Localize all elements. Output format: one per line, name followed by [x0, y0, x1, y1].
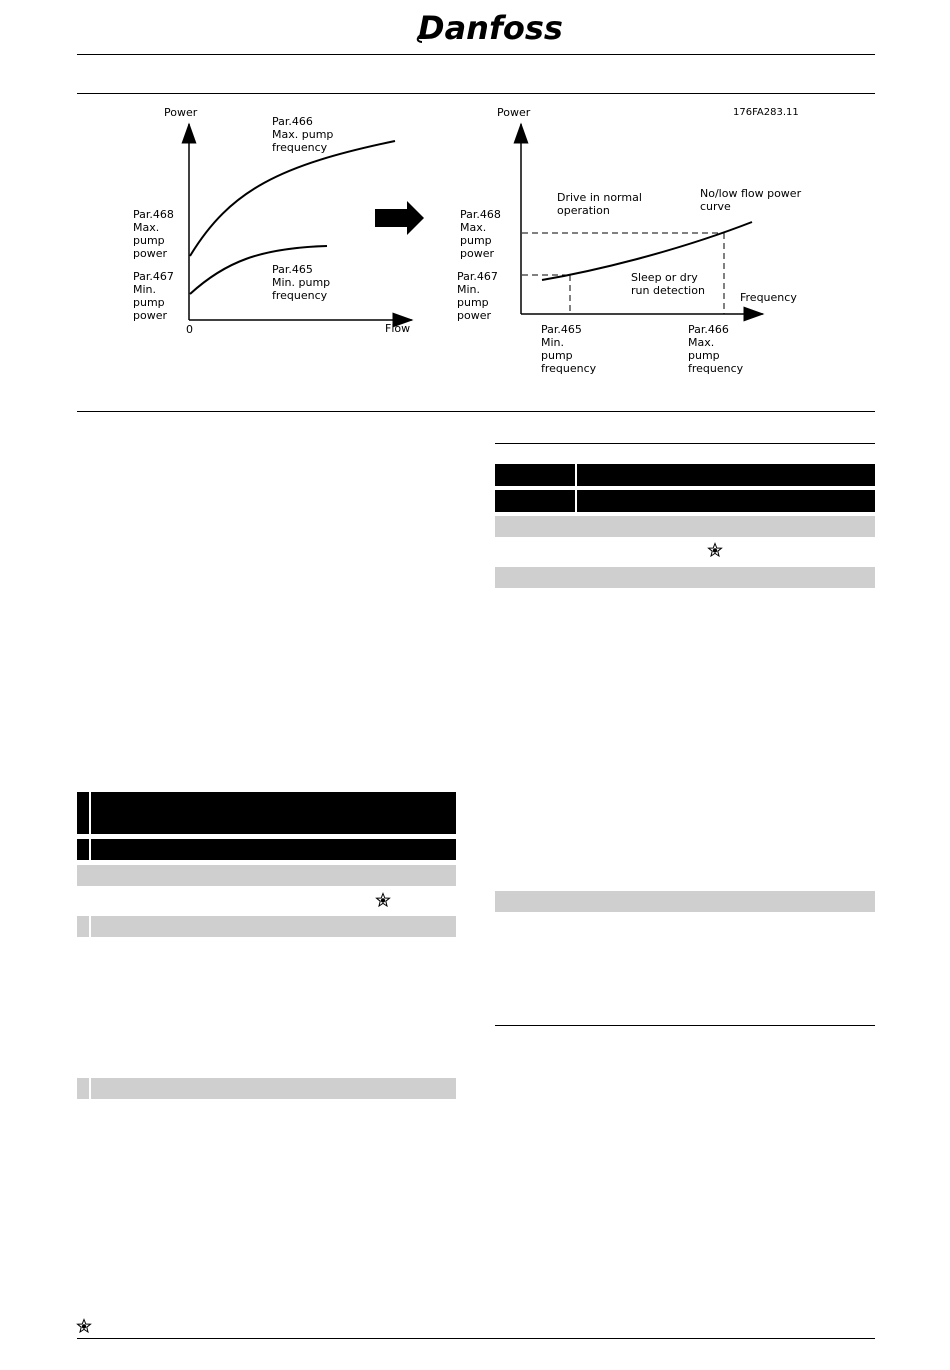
left-param-subheader-divider [89, 839, 91, 860]
footer-rule [77, 1338, 875, 1339]
transition-arrow [375, 201, 424, 235]
left-param-header-divider [89, 792, 91, 834]
right-label-normal: Drive in normal operation [557, 191, 642, 217]
left-origin-label: 0 [186, 323, 193, 336]
left-label-min-power: Par.467 Min. pump power [133, 270, 174, 322]
left-param-header-bar [77, 792, 456, 834]
header-rule [77, 54, 875, 55]
footer-star-icon [77, 1319, 91, 1333]
left-description-row [77, 1078, 456, 1099]
right-param-subheader-divider [575, 490, 577, 512]
left-y-axis-label: Power [164, 106, 198, 119]
right-param-header-bar [495, 464, 875, 486]
left-x-axis-label: Flow [385, 322, 411, 335]
left-label-max-freq: Par.466 Max. pump frequency [272, 115, 334, 154]
default-setting-star-icon [376, 893, 390, 907]
right-chart [457, 106, 805, 375]
right-param-subheader-bar [495, 490, 875, 512]
pump-power-figure [0, 94, 950, 412]
right-y-axis-label: Power [497, 106, 531, 119]
left-chart [133, 106, 412, 336]
logo-text: Danfoss [418, 9, 563, 47]
right-label-nolow: No/low flow power curve [700, 187, 802, 213]
right-label-max-power: Par.468 Max. pump power [460, 208, 501, 260]
figure-ref-code: 176FA283.11 [733, 107, 799, 118]
right-bottom-rule [495, 1025, 875, 1026]
left-param-value-row [77, 865, 456, 886]
right-label-max-freq: Par.466 Max. pump frequency [688, 323, 744, 375]
default-setting-star-icon [708, 543, 722, 557]
left-param-subheader-bar [77, 839, 456, 860]
left-label-min-freq: Par.465 Min. pump frequency [272, 263, 331, 302]
right-x-axis-label: Frequency [740, 291, 797, 304]
right-section-rule [495, 443, 875, 444]
right-label-min-power: Par.467 Min. pump power [457, 270, 498, 322]
left-max-curve [190, 141, 395, 256]
right-label-min-freq: Par.465 Min. pump frequency [541, 323, 597, 375]
right-description-row [495, 891, 875, 912]
figure-bottom-rule [77, 411, 875, 412]
right-label-sleep: Sleep or dry run detection [631, 271, 705, 297]
left-param-function-divider [89, 916, 91, 937]
left-description-divider [89, 1078, 91, 1099]
danfoss-logo [414, 6, 563, 48]
right-param-function-row [495, 567, 875, 588]
right-param-value-row [495, 516, 875, 537]
left-param-function-row [77, 916, 456, 937]
left-label-max-power: Par.468 Max. pump power [133, 208, 174, 260]
